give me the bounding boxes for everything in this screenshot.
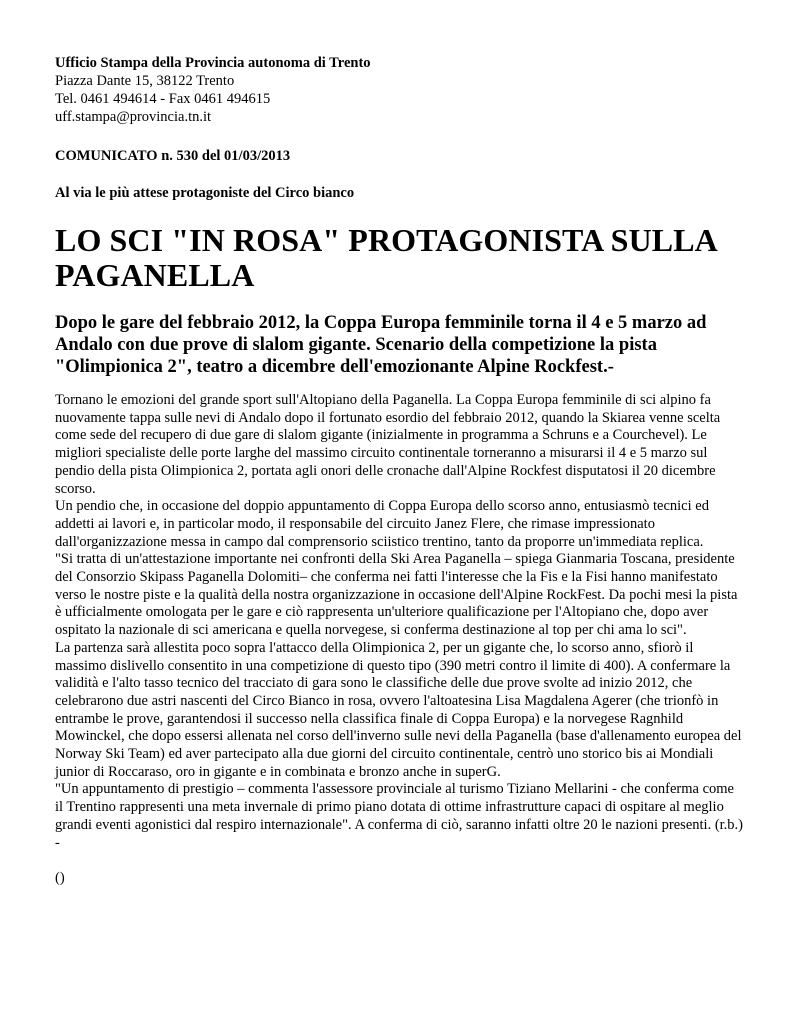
office-phone-fax: Tel. 0461 494614 - Fax 0461 494615 xyxy=(55,91,271,107)
headline-line-2: PAGANELLA xyxy=(55,257,255,293)
paragraph-1: Tornano le emozioni del grande sport sull'Altopiano della Paganella. La Coppa Europa femminile di sci alpino fa nuovamente tappa sulle nevi di Andalo dopo il fortunato esordio del febbraio 2012, quando la Skiarea venne scelta come sede del recupero di due gare di slalom gigante (inizialmente in programma a Schruns e a Courchevel). Le migliori specialiste delle porte larghe del massimo circuito continentale torneranno a misurarsi il 4 e 5 marzo sul pendio della pista Olimpionica 2, portata agli onori delle cronache dall'Alpine Rockfest disputatosi il 20 dicembre scorso. xyxy=(55,392,721,497)
kicker: Al via le più attese protagoniste del Circo bianco xyxy=(55,185,355,201)
letterhead xyxy=(55,54,745,126)
article-body xyxy=(55,392,745,835)
trailing-parens: () xyxy=(55,870,65,887)
paragraph-2: Un pendio che, in occasione del doppio appuntamento di Coppa Europa dello scorso anno, entusiasmò tecnici ed addetti ai lavori e, in particolar modo, il responsabile del circuito Janez Flere, che rimase impressionato dall'organizzazione messa in campo dal comprensorio sciistico trentino, tanto da proporre un'immediata replica. xyxy=(55,498,709,550)
subheadline: Dopo le gare del febbraio 2012, la Coppa Europa femminile torna il 4 e 5 marzo ad Andalo con due prove di slalom gigante. Scenario della competizione la pista "Olimpionica 2", teatro a dicembre dell'emozionante Alpine Rockfest.- xyxy=(55,313,707,377)
office-name: Ufficio Stampa della Provincia autonoma di Trento xyxy=(55,55,371,71)
paragraph-5: "Un appuntamento di prestigio – commenta l'assessore provinciale al turismo Tiziano Mellarini - che conferma come il Trentino rappresenti una meta invernale di primo piano dotata di ottime infrastrutture capaci di ospitare al meglio grandi eventi agonistici dal respiro internazionale". A conferma di ciò, saranno infatti oltre 20 le nazioni presenti. (r.b.) xyxy=(55,781,743,833)
press-release-page xyxy=(55,54,745,888)
comunicato-number: COMUNICATO n. 530 del 01/03/2013 xyxy=(55,148,291,164)
headline xyxy=(55,223,745,293)
office-email: uff.stampa@provincia.tn.it xyxy=(55,109,212,125)
headline-line-1: LO SCI "IN ROSA" PROTAGONISTA SULLA xyxy=(55,222,718,258)
paragraph-3: "Si tratta di un'attestazione importante nei confronti della Ski Area Paganella – spiega Gianmaria Toscana, presidente del Consorzio Skipass Paganella Dolomiti– che conferma nei fatti l'interesse che la Fis e la Fisi hanno manifestato verso le nostre piste e la qualità della nostra organizzazione in occasione dell'Alpine RockFest. Da pochi mesi la pista è ufficialmente omologata per le gare e ciò rappresenta un'ulteriore qualificazione per l'Altopiano che, dopo aver ospitato la nazionale di sci americana e quella norvegese, si conferma destinazione al top per chi ama lo sci". xyxy=(55,551,738,639)
office-address: Piazza Dante 15, 38122 Trento xyxy=(55,73,235,89)
trailing-dash: - xyxy=(55,834,60,851)
paragraph-4: La partenza sarà allestita poco sopra l'attacco della Olimpionica 2, per un gigante che, lo scorso anno, sfiorò il massimo dislivello consentito in una competizione di questo tipo (390 metri contro il limite di 400). A confermare la validità e l'alto tasso tecnico del tracciato di gara sono le classifiche delle due prove svolte ad inizio 2012, che celebrarono due astri nascenti del Circo Bianco in rosa, ovvero l'altoatesina Lisa Magdalena Agerer (che trionfò in entrambe le prove, garantendosi il successo nella classifica finale di Coppa Europa) e la norvegese Ragnhild Mowinckel, che dopo essersi allenata nel corso dell'inverno sulle nevi della Paganella (base d'allenamento europea del Norway Ski Team) ed aver partecipato alla due giorni del circuito continentale, centrò uno storico bis ai Mondiali junior di Roccaraso, oro in gigante e in combinata e bronzo anche in superG. xyxy=(55,639,742,780)
